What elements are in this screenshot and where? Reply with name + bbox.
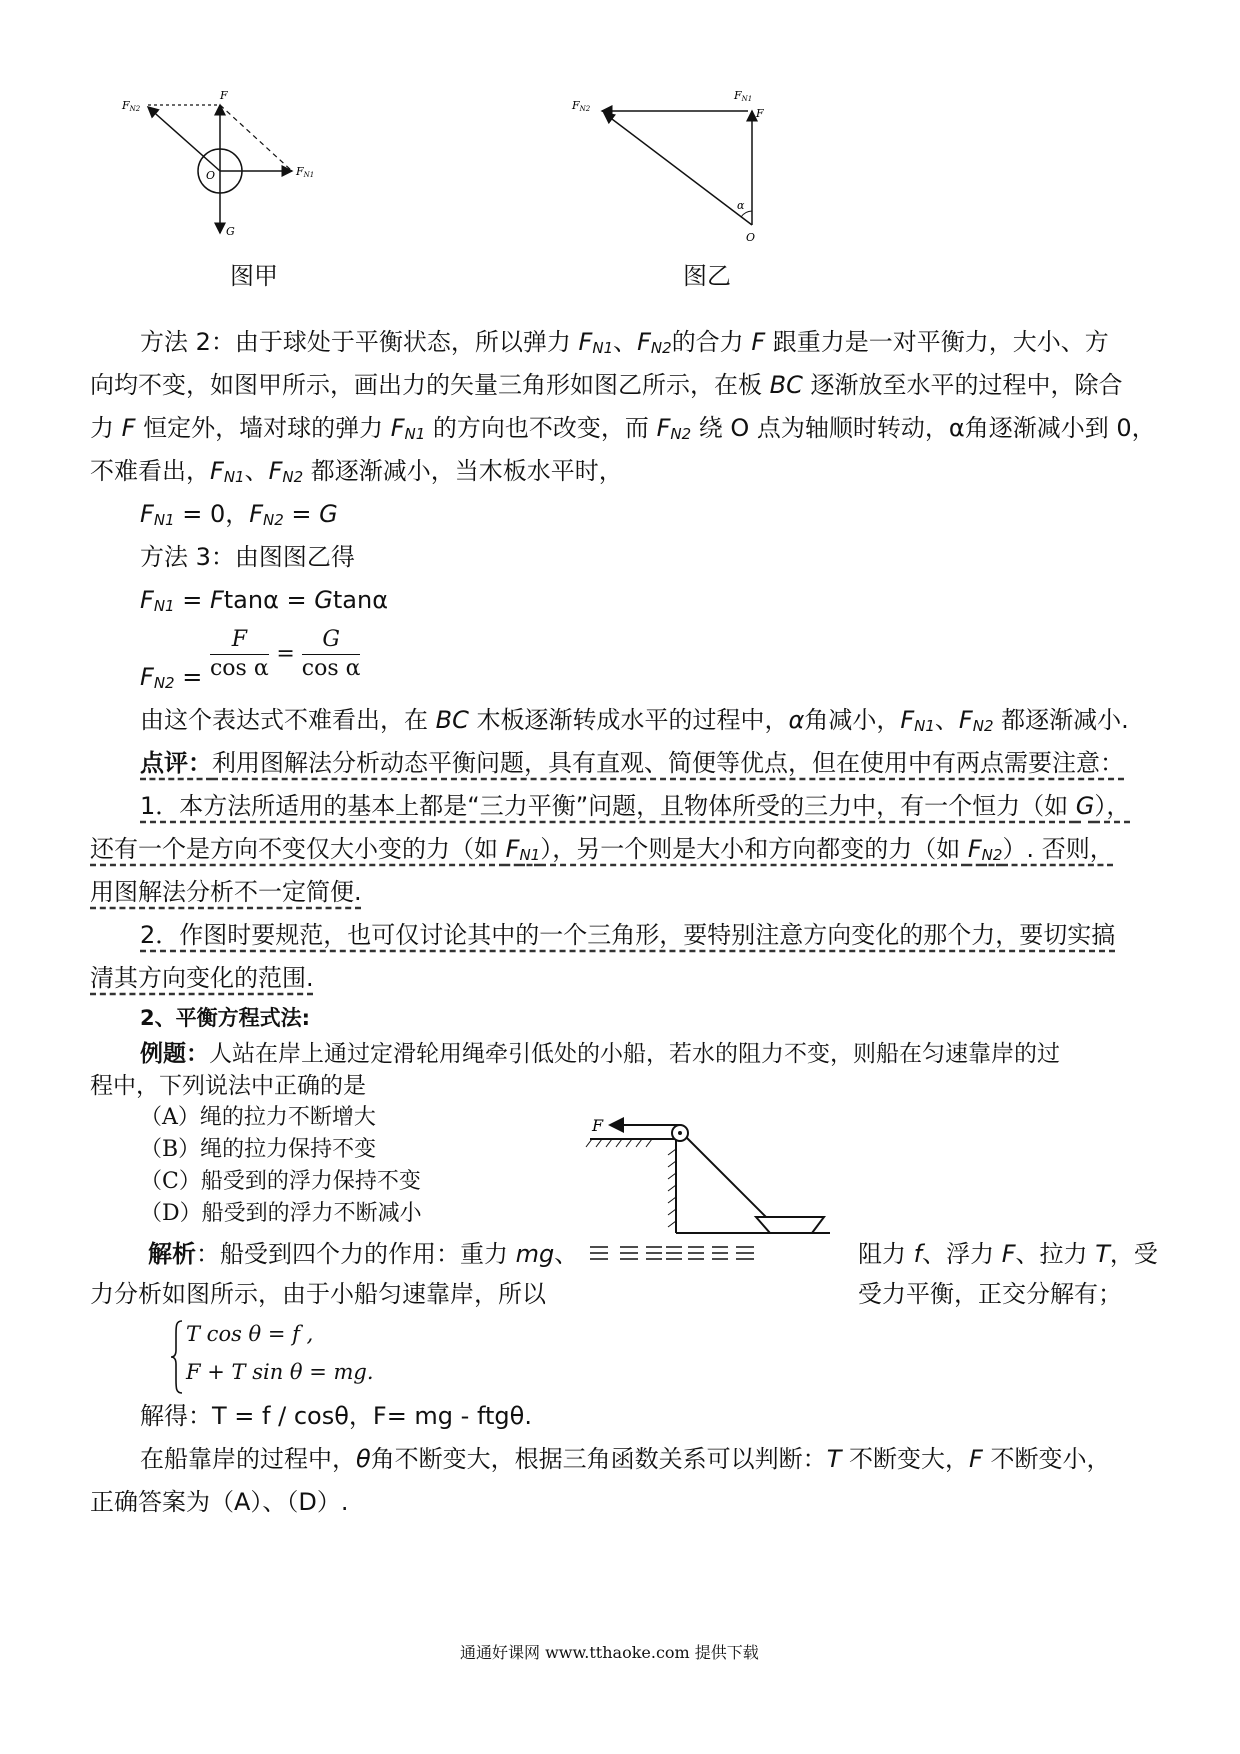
option-a: （A）绳的拉力不断增大 [140,1105,376,1130]
figure-jia [120,85,320,245]
review-point1-line2: 还有一个是方向不变仅大小变的力（如 $F_{N1}$），另一个则是大小和方向都变的力（如 $F_{N2}$）. 否则， [90,835,1114,864]
equation-2: $F_{N1} = Ftan\alpha = Gtan\alpha$ [140,586,389,615]
method2-line1: 方法 2：由于球处于平衡状态，所以弹力 $F_{N1}$、$F_{N2}$的合力 F 跟重力是一对平衡力，大小、方 [140,328,1109,357]
final-line1: 在船靠岸的过程中，θ角不断变大，根据三角函数关系可以判断：T 不断变大，F 不断变小， [140,1445,1111,1473]
analysis-line1-left: 解析：船受到四个力的作用：重力 mg、 [148,1240,579,1268]
review-point1-line1: 1．本方法所适用的基本上都是“三力平衡”问题，且物体所受的三力中，有一个恒力（如 G）， [140,792,1131,820]
review-line: 点评：利用图解法分析动态平衡问题，具有直观、简便等优点，但在使用中有两点需要注意： [140,749,1124,777]
water-lines [590,1247,754,1259]
boat-diagram [580,1095,840,1275]
equation-3: $F_{N2}$ = $\frac{F}{\text{cos α}}$ = $\frac{G}{\text{cos α}}$ [140,627,361,692]
analysis-line2-right: 受力平衡，正交分解有； [858,1280,1122,1308]
bank-hatch [586,1139,652,1147]
label-o: O [746,231,756,244]
final-line2: 正确答案为（A）、（D）. [90,1488,349,1516]
label-f: F [592,1116,604,1135]
analysis-line1-right: 阻力 f、浮力 F、拉力 T，受 [858,1240,1158,1268]
review-point2-line1: 2．作图时要规范，也可仅讨论其中的一个三角形，要特别注意方向变化的那个力，要切实搞 [140,921,1116,949]
system-eq1: T cos θ = f , [186,1322,314,1346]
analysis-line2-left: 力分析如图所示，由于小船匀速靠岸，所以 [90,1280,546,1308]
equation-1: $F_{N1} = 0$，$F_{N2} = G$ [140,500,338,529]
fraction-g-over-cos: $\frac{G}{\text{cos α}}$ [301,627,361,681]
option-b: （B）绳的拉力保持不变 [140,1137,377,1162]
label-alpha: α [737,199,745,212]
fn2-arrow [148,107,220,171]
system-eq2: F + T sin θ = mg. [186,1360,374,1384]
figure-yi [570,85,770,245]
label-fn2: FN2 [572,99,591,113]
system-brace [170,1318,184,1396]
label-fn1: FN1 [734,89,753,103]
label-fn1: FN1 [296,165,315,179]
wall-hatch [668,1149,676,1227]
fraction-f-over-cos: $\frac{F}{\text{cos α}}$ [209,627,269,681]
label-fn2: FN2 [122,99,141,113]
example-line2: 程中，下列说法中正确的是 [90,1073,366,1099]
boat [756,1217,824,1233]
conclusion-line: 由这个表达式不难看出，在 BC 木板逐渐转成水平的过程中，α角减小，$F_{N1}$、$F_{N2}$ 都逐渐减小. [140,706,1129,735]
section2-title: 2、平衡方程式法: [140,1006,311,1030]
caption-jia: 图甲 [230,262,278,290]
solution-line: 解得：T = f / cosθ，F= mg - ftgθ. [140,1402,532,1430]
example-line1: 例题：人站在岸上通过定滑轮用绳牵引低处的小船，若水的阻力不变，则船在匀速靠岸的过 [140,1040,1060,1067]
review-point2-line2: 清其方向变化的范围. [90,964,314,992]
method2-line4: 不难看出，$F_{N1}$、$F_{N2}$ 都逐渐减小，当木板水平时， [90,457,623,486]
label-g: G [226,225,235,238]
label-f: F [756,107,764,120]
equation-system [170,1318,410,1396]
triangle-hyp [604,113,752,225]
dashed-diagonal [220,105,292,171]
method2-line2: 向均不变，如图甲所示，画出力的矢量三角形如图乙所示，在板 BC 逐渐放至水平的过程中，除合 [90,371,1123,399]
page-footer: 通通好课网 www.tthaoke.com 提供下载 [460,1643,759,1662]
pulley-axle [678,1131,682,1135]
caption-yi: 图乙 [683,262,731,290]
label-o: O [206,169,216,182]
label-f: F [220,89,228,102]
method2-line3: 力 F 恒定外，墙对球的弹力 $F_{N1}$ 的方向也不改变，而 $F_{N2}$ 绕 O 点为轴顺时转动，α角逐渐减小到 0， [90,414,1156,443]
method3-title: 方法 3：由图图乙得 [140,543,355,571]
option-d: （D）船受到的浮力不断减小 [140,1201,422,1226]
option-c: （C）船受到的浮力保持不变 [140,1169,421,1194]
review-point1-line3: 用图解法分析不一定简便. [90,878,362,906]
